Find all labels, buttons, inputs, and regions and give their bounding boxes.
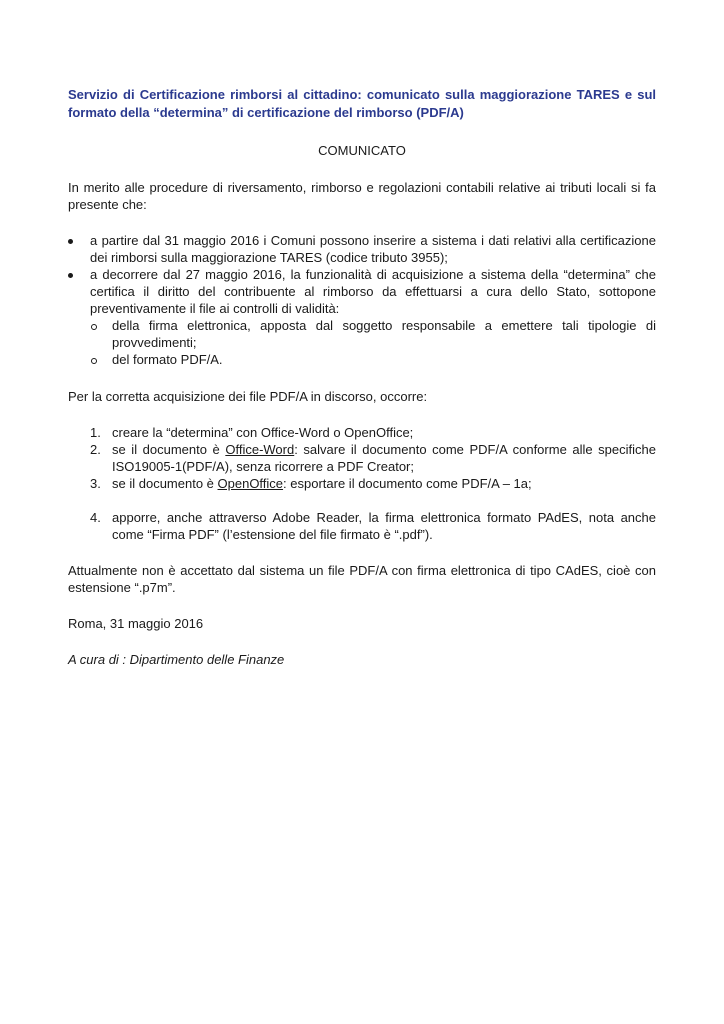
bullet-text: a decorrere dal 27 maggio 2016, la funzionalità di acquisizione a sistema della “determina” che certifica il diritto del contribuente al rimborso da effettuarsi a cura dello Stato, sottopone preventivamente il file ai controlli di validità:	[90, 267, 656, 316]
step-number: 1.	[90, 425, 101, 440]
step-number: 4.	[90, 510, 101, 525]
bullet-list	[68, 232, 656, 368]
openoffice-underlined-text: OpenOffice	[217, 476, 284, 491]
bullet-text: a partire dal 31 maggio 2016 i Comuni possono inserire a sistema i dati relativi alla certificazione dei rimborsi sulla maggiorazione TARES (codice tributo 3955);	[90, 233, 656, 265]
circle-bullet-icon	[91, 324, 97, 330]
closing-paragraph: Attualmente non è accettato dal sistema un file PDF/A con firma elettronica di tipo CAdES, cioè con estensione “.p7m”.	[68, 563, 656, 595]
step-text-post: : esportare il documento come PDF/A – 1a;	[283, 476, 532, 491]
step-number: 2.	[90, 442, 101, 457]
list-item	[68, 266, 656, 368]
bullet-icon	[68, 273, 73, 278]
document-signature: A cura di : Dipartimento delle Finanze	[68, 652, 285, 667]
list-item	[90, 317, 656, 351]
step-number: 3.	[90, 476, 101, 491]
step-text-pre: se il documento è	[112, 476, 218, 491]
list-item	[68, 424, 656, 441]
intro-paragraph: In merito alle procedure di riversamento, rimborso e regolazioni contabili relative ai tributi locali si fa presente che:	[68, 180, 656, 212]
document-date: Roma, 31 maggio 2016	[68, 616, 204, 631]
sub-bullet-text: della firma elettronica, apposta dal soggetto responsabile a emettere tali tipologie di provvedimenti;	[112, 318, 656, 350]
list-item	[68, 509, 656, 543]
step-text: apporre, anche attraverso Adobe Reader, la firma elettronica formato PAdES, nota anche come “Firma PDF” (l’estensione del file firmato è “.pdf”).	[112, 510, 656, 542]
document-heading: COMUNICATO	[318, 143, 406, 158]
list-item	[68, 475, 656, 492]
list-item	[68, 232, 656, 266]
step-text-pre: se il documento è	[112, 442, 226, 457]
steps-intro-paragraph: Per la corretta acquisizione dei file PDF/A in discorso, occorre:	[68, 389, 428, 404]
sub-bullet-list	[90, 317, 656, 368]
circle-bullet-icon	[91, 358, 97, 364]
step-text: creare la “determina” con Office-Word o OpenOffice;	[112, 425, 414, 440]
bullet-icon	[68, 239, 73, 244]
numbered-steps-list	[68, 424, 656, 543]
sub-bullet-text: del formato PDF/A.	[112, 352, 223, 367]
office-word-underlined-text: Office-Word	[225, 442, 295, 457]
step-text-post: : salvare il documento come PDF/A conforme alle specifiche ISO19005-1(PDF/A), senza ricorrere a PDF Creator;	[112, 442, 656, 474]
list-item	[68, 441, 656, 475]
list-item	[90, 351, 656, 368]
document-title: Servizio di Certificazione rimborsi al cittadino: comunicato sulla maggiorazione TARES e sul formato della “determina” di certificazione del rimborso (PDF/A)	[68, 87, 656, 120]
